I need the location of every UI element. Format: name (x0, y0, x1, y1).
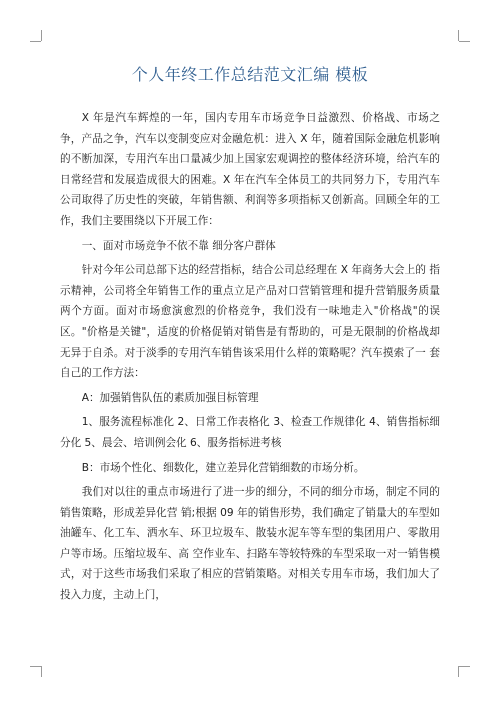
crop-mark-bottom-left-h (30, 666, 41, 667)
crop-mark-top-right-h (459, 41, 470, 42)
crop-mark-top-left-h (30, 41, 41, 42)
crop-mark-bottom-right-v (458, 666, 459, 677)
subheading-a: A：加强销售队伍的素质加强目标管理 (81, 391, 259, 404)
crop-mark-top-left-v (41, 30, 42, 41)
subheading-b: B：市场个性化、细数化，建立差异化营销细数的市场分析。 (81, 461, 365, 474)
paragraph-list-items: 1、服务流程标准化 2、日常工作表格化 3、检查工作规律化 4、销售指标细分化 5、晨会、培训例会化 6、服务指标进考核 (60, 416, 440, 449)
document-body (60, 108, 440, 606)
crop-mark-bottom-right-h (459, 666, 470, 667)
paragraph-intro: X 年是汽车辉煌的一年，国内专用车市场竞争日益激烈、价格战、市场之争，产品之争，汽车以变制变应对金融危机：进入 X 年，随着国际金融危机影响的不断加深，专用汽车出口量减少加上国家宏观调控的整体经济环境，给汽车的日常经营和发展造成很大的困难。X 年在汽车全体员工的共同努力下，专用汽车公司取得了历史性的突破，年销售额、利润等多项指标又创新高。回顾全年的工作，我们主要围绕以下开展工作： (60, 112, 440, 227)
crop-mark-top-right-v (458, 30, 459, 41)
paragraph-strategy: 针对今年公司总部下达的经营指标，结合公司总经理在 X 年商务大会上的 指示精神，公司将全年销售工作的重点立足产品对口营销管理和提升营销服务质量两个方面。面对市场愈演愈烈的价格竞争，我们没有一味地走入"价格战"的误 区。"价格是关键"，适度的价格促销对销售是有帮助的，可是无限制的价格战却无异于自杀。对于淡季的专用汽车销售该采用什么样的策略呢？汽车摸索了一 套自己的工作方法： (60, 264, 440, 380)
crop-mark-bottom-left-v (41, 666, 42, 677)
section-heading-1: 一、面对市场竞争不依不靠 细分客户群体 (81, 239, 276, 252)
paragraph-market-segmentation: 我们对以往的重点市场进行了进一步的细分，不同的细分市场，制定不同的销售策略，形成差异化营 销;根据 09 年的销售形势，我们确定了销量大的车型如油罐车、化工车、洒水车、环卫垃圾车、散装水泥车等车型的集团用户、零散用户等市场。压缩垃圾车、高 空作业车、扫路车等较特殊的车型采取一对一销售模式，对于这些市场我们采取了相应的营销策略。对相关专用车市场，我们加大了投入力度，主动上门， (60, 486, 440, 602)
document-title: 个人年终工作总结范文汇编 模板 (131, 65, 369, 84)
